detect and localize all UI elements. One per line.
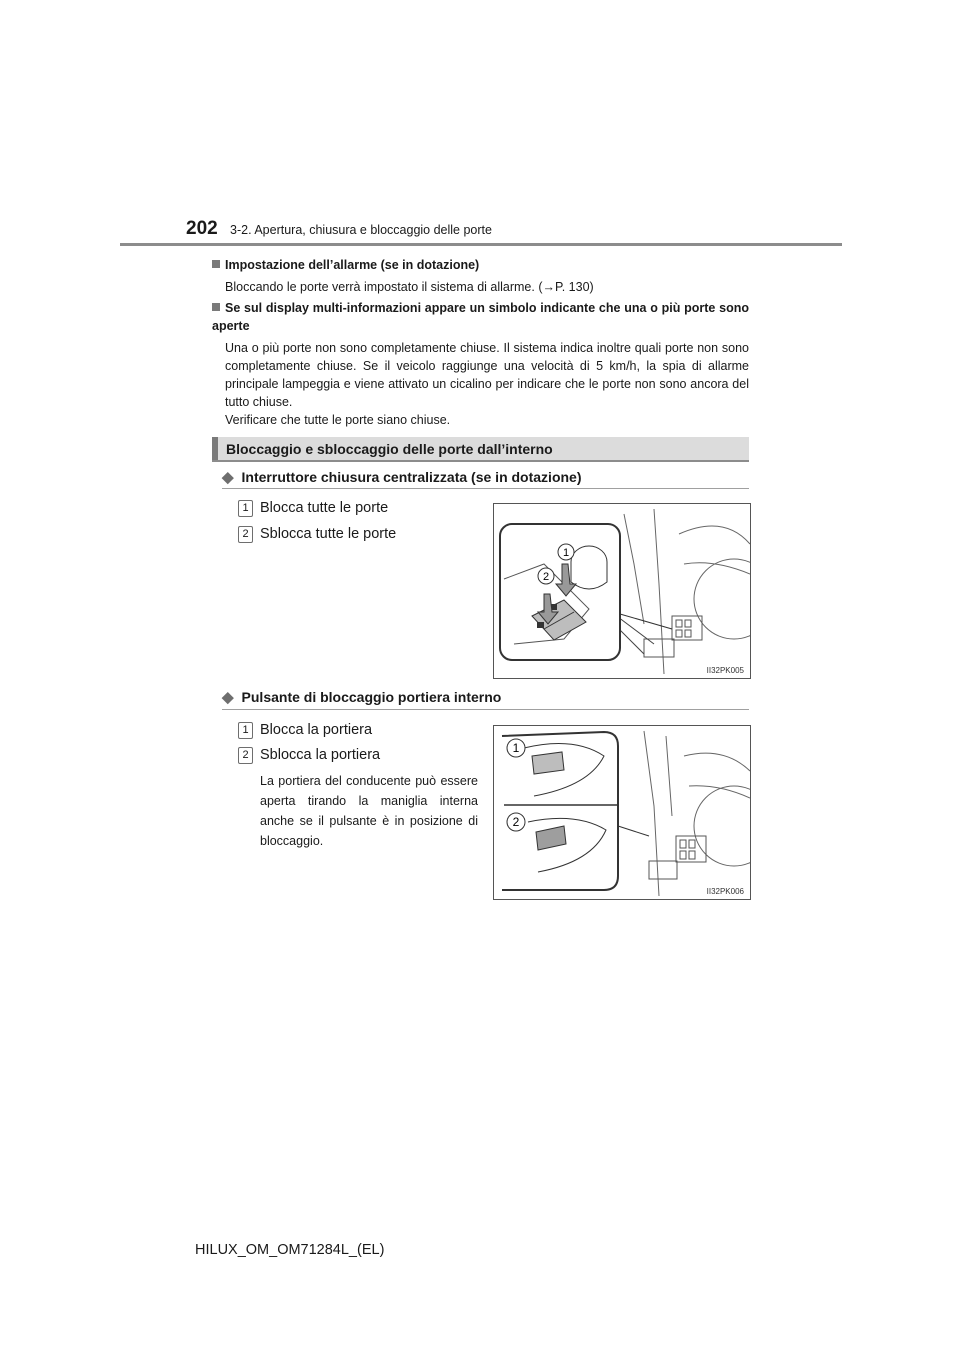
step-number-badge: 2: [238, 747, 253, 764]
figure-code: II32PK005: [706, 666, 744, 675]
illustration-door-lock-knob: [494, 726, 750, 899]
callout-2: 2: [512, 815, 520, 829]
subsection-title-2: ◆ Pulsante di bloccaggio portiera interno: [222, 689, 502, 706]
section-heading-bar: [212, 437, 749, 462]
step-number-badge: 1: [238, 722, 253, 739]
subsection-title-1: ◆ Interruttore chiusura centralizzata (se in dotazione): [222, 469, 582, 486]
subsection-rule: [222, 488, 749, 489]
step-label: Blocca la portiera: [260, 722, 373, 738]
step-label: Sblocca tutte le porte: [260, 526, 397, 542]
step-label: Sblocca la portiera: [260, 747, 381, 763]
diamond-bullet-icon: ◆: [222, 689, 234, 706]
step-number-badge: 2: [238, 526, 253, 543]
section-title: Bloccaggio e sbloccaggio delle porte dall’interno: [226, 441, 553, 457]
step-label: Blocca tutte le porte: [260, 500, 389, 516]
callout-2: 2: [542, 571, 550, 583]
note-body: Una o più porte non sono completamente chiuse. Il sistema indica inoltre quali porte non sono completamente chiuse. Se il veicolo raggiunge una velocità di 5 km/h, la spia di allarme principale lampeggia e viene attivato un cicalino per indicare che le porte non sono ancora del tutto chiuse.: [225, 341, 749, 409]
note-alarm: [212, 256, 749, 296]
note-body: Bloccando le porte verrà impostato il sistema di allarme. (→P. 130): [225, 280, 594, 294]
callout-1: 1: [562, 547, 570, 559]
square-bullet-icon: [212, 260, 220, 268]
square-bullet-icon: [212, 303, 220, 311]
illustration-power-lock-switch: [494, 504, 750, 678]
note-title: Se sul display multi-informazioni appare un simbolo indicante che una o più porte sono aperte: [212, 301, 749, 333]
step-number-badge: 1: [238, 500, 253, 517]
figure-door-lock-knob: [493, 725, 751, 900]
subsection-rule: [222, 709, 749, 710]
section-accent: [212, 437, 218, 460]
page-number: 202: [186, 218, 218, 239]
figure-door-lock-switch: [493, 503, 751, 679]
diamond-bullet-icon: ◆: [222, 469, 234, 486]
footer-doc-code: HILUX_OM_OM71284L_(EL): [195, 1242, 385, 1258]
figure-code: II32PK006: [706, 887, 744, 896]
note-body-2: Verificare che tutte le porte siano chiuse.: [225, 413, 451, 427]
note-title: Impostazione dell’allarme (se in dotazione): [212, 256, 749, 274]
header-rule: [120, 243, 842, 246]
note-door-open: [212, 299, 749, 429]
lock-description: La portiera del conducente può essere aperta tirando la maniglia interna anche se il pulsante è in posizione di bloccaggio.: [260, 774, 478, 848]
callout-1: 1: [512, 741, 520, 755]
header-section-title: 3-2. Apertura, chiusura e bloccaggio delle porte: [230, 223, 492, 237]
